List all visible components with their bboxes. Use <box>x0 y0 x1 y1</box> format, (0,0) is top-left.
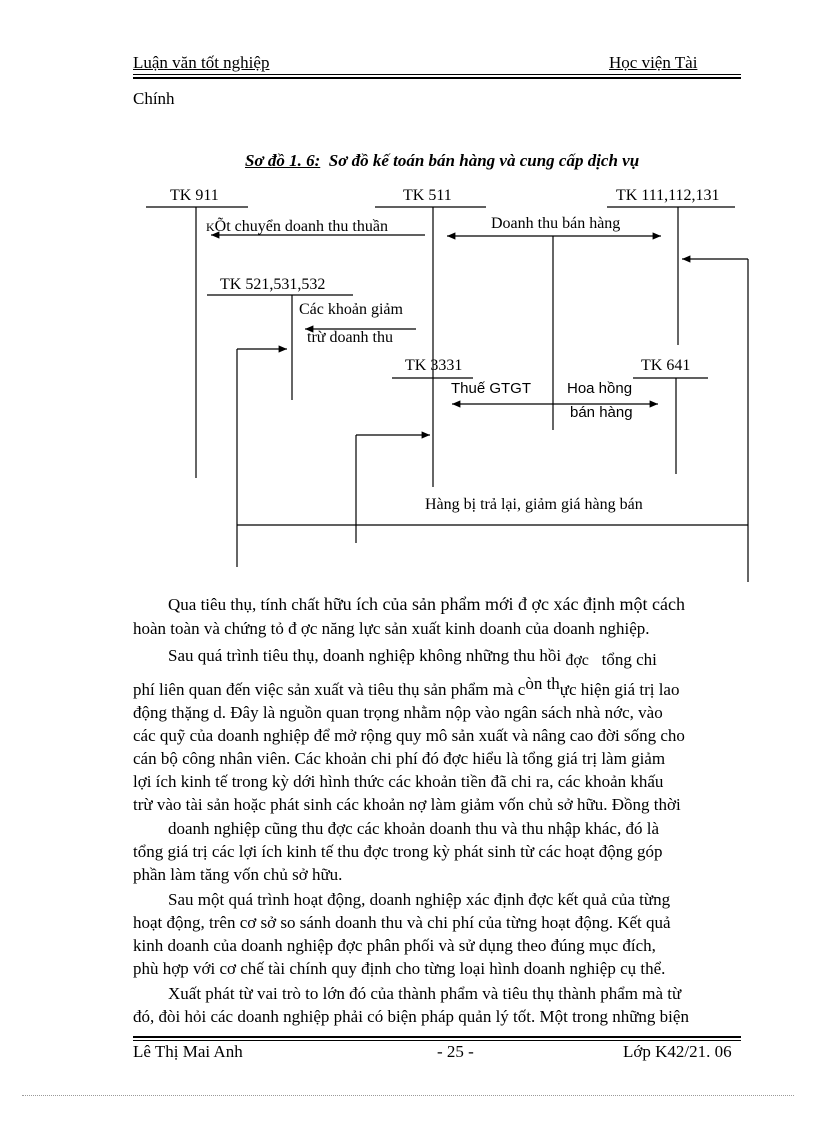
vat-label: Thuế GTGT <box>451 380 532 397</box>
body-line-4-b: òn th <box>525 674 560 693</box>
body-line-3-c: tổng chi <box>601 650 657 669</box>
tk911-label: TK 911 <box>170 187 219 204</box>
body-line-3-b: đợc <box>565 652 589 669</box>
body-line-8: lợi ích kinh tế trong kỳ dới hình thức các khoản tiền đã chi ra, các khoản khấu <box>133 772 664 791</box>
page-bottom-dotted-line <box>22 1095 794 1096</box>
tk111-label: TK 111,112,131 <box>616 187 720 204</box>
body-line-12: phần làm tăng vốn chủ sở hữu. <box>133 865 343 884</box>
tk521-label: TK 521,531,532 <box>220 276 326 293</box>
sales-revenue-label: Doanh thu bán hàng <box>491 215 621 232</box>
body-line-4-c: ực hiện giá trị lao <box>559 680 680 699</box>
footer-author: Lê Thị Mai Anh <box>133 1042 243 1061</box>
deductions-label-2: trừ doanh thu <box>307 329 393 346</box>
diagram-title-label: Sơ đồ 1. 6: <box>245 151 321 170</box>
commission-label-2: bán hàng <box>570 404 633 421</box>
footer-class: Lớp K42/21. 06 <box>623 1042 732 1061</box>
footer-rule-bottom <box>133 1040 741 1041</box>
deductions-label-1: Các khoản giảm <box>299 301 403 318</box>
body-line-10: doanh nghiệp cũng thu đợc các khoản doanh thu và thu nhập khác, đó là <box>168 819 659 838</box>
header-left: Luận văn tốt nghiệp <box>133 53 270 72</box>
body-line-2: hoàn toàn và chứng tỏ đ ợc năng lực sản xuất kinh doanh của doanh nghiệp. <box>133 619 650 638</box>
diagram-title-text: Sơ đồ kế toán bán hàng và cung cấp dịch vụ <box>328 151 640 170</box>
net-revenue-prefix: K <box>206 220 215 234</box>
returns-label: Hàng bị trả lại, giảm giá hàng bán <box>425 496 643 513</box>
footer-rule-top <box>133 1036 741 1038</box>
body-line-18: đó, đòi hỏi các doanh nghiệp phải có biện pháp quản lý tốt. Một trong những biện <box>133 1007 689 1026</box>
header-continuation: Chính <box>133 89 175 108</box>
body-line-11: tổng giá trị các lợi ích kinh tế thu đợc trong kỳ phát sinh từ các hoạt động góp <box>133 842 663 861</box>
body-line-14: hoạt động, trên cơ sở so sánh doanh thu và chi phí của từng hoạt động. Kết quả <box>133 913 671 932</box>
footer-page-number: - 25 - <box>437 1042 474 1061</box>
body-line-16: phù hợp với cơ chế tài chính quy định cho từng loại hình doanh nghiệp cụ thể. <box>133 959 666 978</box>
body-line-4-a: phí liên quan đến việc sản xuất và tiêu thụ sản phẩm mà c <box>133 680 526 699</box>
body-line-17: Xuất phát từ vai trò to lớn đó của thành phẩm và tiêu thụ thành phẩm mà từ <box>168 984 682 1003</box>
commission-label-1: Hoa hồng <box>567 380 633 397</box>
body-line-1-b: hữu ích của sản phẩm mới đ ợc xác định một cách <box>323 594 685 614</box>
body-line-3-a: Sau quá trình tiêu thụ, doanh nghiệp không những thu hồi <box>168 646 562 665</box>
header-right: Học viện Tài <box>609 53 698 72</box>
tk641-label: TK 641 <box>641 357 691 374</box>
net-revenue-text: Õt chuyển doanh thu thuần <box>214 218 388 235</box>
body-line-13: Sau một quá trình hoạt động, doanh nghiệp xác định đợc kết quả của từng <box>168 890 671 909</box>
net-revenue-label <box>206 218 388 236</box>
body-line-4 <box>133 674 680 700</box>
body-line-5: động thặng d. Đây là nguồn quan trọng nhằm nộp vào ngân sách nhà nớc, vào <box>133 703 663 722</box>
body-line-1-a: Qua tiêu thụ, tính chất <box>168 595 320 614</box>
tk511-label: TK 511 <box>403 187 452 204</box>
tk3331-label: TK 3331 <box>405 357 463 374</box>
body-line-3 <box>168 646 657 669</box>
body-line-9: trừ vào tài sản hoặc phát sinh các khoản nợ làm giảm vốn chủ sở hữu. Đồng thời <box>133 795 681 814</box>
body-line-6: các quỹ của doanh nghiệp để mở rộng quy mô sản xuất và nâng cao đời sống cho <box>133 726 685 745</box>
body-line-7: cán bộ công nhân viên. Các khoản chi phí đó đợc hiểu là tổng giá trị làm giảm <box>133 749 666 768</box>
body-line-1 <box>168 594 685 615</box>
body-line-15: kinh doanh của doanh nghiệp đợc phân phối và sử dụng theo đúng mục đích, <box>133 936 656 955</box>
